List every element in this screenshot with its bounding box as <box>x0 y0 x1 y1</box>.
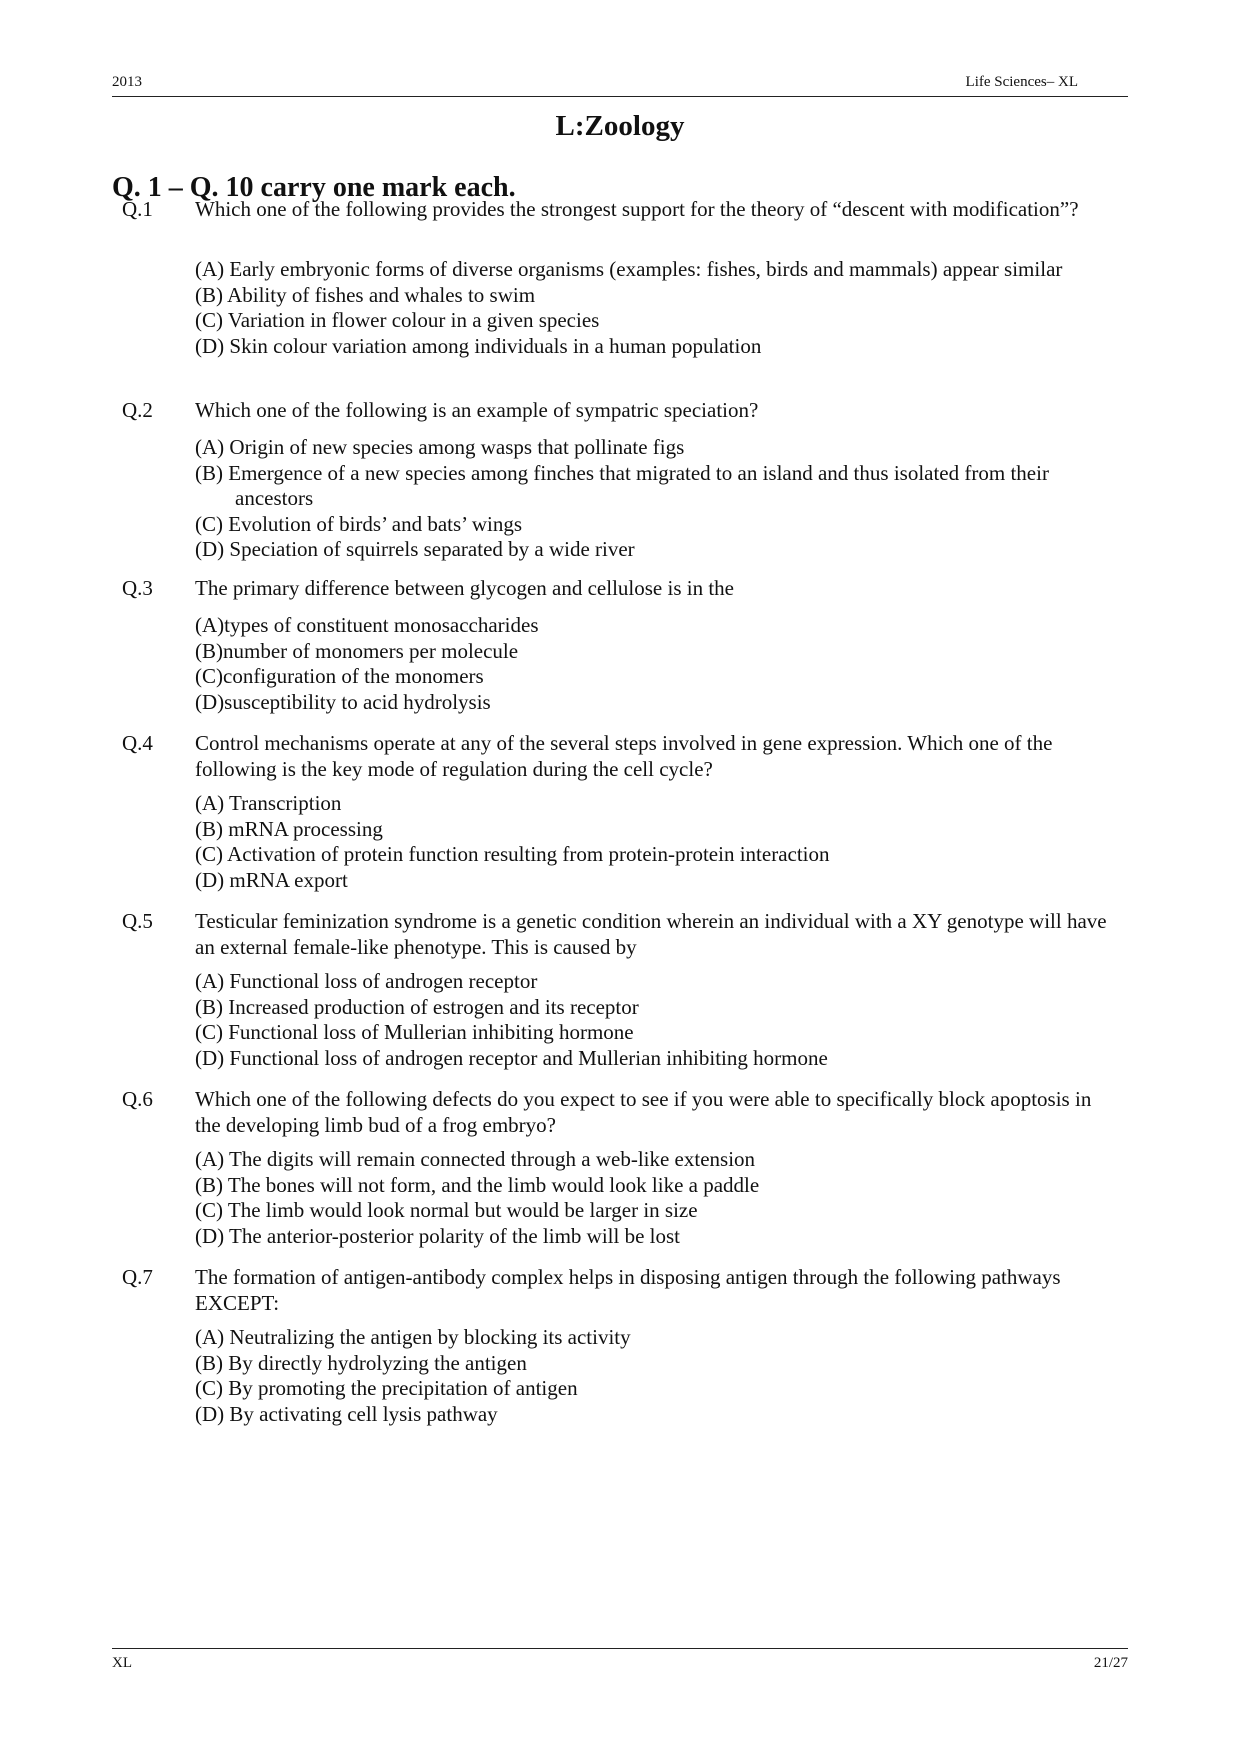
option-c: (C) Evolution of birds’ and bats’ wings <box>195 511 523 536</box>
options-list <box>195 257 1115 359</box>
option-d: (D) Speciation of squirrels separated by a wide river <box>195 537 635 561</box>
option-d: (D) The anterior-posterior polarity of the limb will be lost <box>195 1223 680 1248</box>
question-number: Q.3 <box>122 576 153 600</box>
marks-heading: Q. 1 – Q. 10 carry one mark each. <box>112 172 516 203</box>
option-b: (B) Emergence of a new species among finches that migrated to an island and thus isolated from their ancestors <box>195 460 1049 510</box>
footer-code: XL <box>112 1655 132 1671</box>
option-a: (A) Neutralizing the antigen by blocking its activity <box>195 1325 631 1349</box>
option-c: (C) Activation of protein function resulting from protein-protein interaction <box>195 842 830 866</box>
option-b: (B) Ability of fishes and whales to swim <box>195 282 536 307</box>
question-stem: The primary difference between glycogen and cellulose is in the <box>195 576 734 600</box>
option-c: (C) By promoting the precipitation of antigen <box>195 1376 578 1400</box>
option-a: (A) Transcription <box>195 791 342 815</box>
option-b: (B) mRNA processing <box>195 816 383 841</box>
question-number: Q.2 <box>122 398 153 422</box>
option-b: (B) Increased production of estrogen and its receptor <box>195 994 639 1019</box>
option-b: (B)number of monomers per molecule <box>195 638 519 663</box>
option-a: (A)types of constituent monosaccharides <box>195 613 539 637</box>
option-b: (B) The bones will not form, and the limb would look like a paddle <box>195 1172 760 1197</box>
option-d: (D) Skin colour variation among individuals in a human population <box>195 333 762 358</box>
option-a: (A) Origin of new species among wasps that pollinate figs <box>195 435 685 459</box>
header-year: 2013 <box>112 74 142 90</box>
option-b: (B) By directly hydrolyzing the antigen <box>195 1350 527 1375</box>
option-a: (A) Functional loss of androgen receptor <box>195 969 538 993</box>
options-list <box>195 791 1115 893</box>
option-a: (A) Early embryonic forms of diverse organisms (examples: fishes, birds and mammals) appear similar <box>195 257 1063 281</box>
question-stem: Testicular feminization syndrome is a genetic condition wherein an individual with a XY genotype will have an external female-like phenotype. This is caused by <box>195 909 1107 959</box>
question-number: Q.5 <box>122 909 153 933</box>
question-number: Q.4 <box>122 731 153 755</box>
option-c: (C) Functional loss of Mullerian inhibiting hormone <box>195 1020 634 1044</box>
question-stem: Which one of the following defects do you expect to see if you were able to specifically block apoptosis in the developing limb bud of a frog embryo? <box>195 1087 1092 1137</box>
option-c: (C)configuration of the monomers <box>195 664 484 688</box>
option-c: (C) The limb would look normal but would be larger in size <box>195 1198 698 1222</box>
question-number: Q.6 <box>122 1087 153 1111</box>
section-title: L:Zoology <box>555 110 685 142</box>
option-a: (A) The digits will remain connected through a web-like extension <box>195 1147 756 1171</box>
header-subject: Life Sciences– XL <box>965 74 1078 90</box>
page-header <box>112 74 1128 97</box>
option-c: (C) Variation in flower colour in a given species <box>195 308 600 332</box>
option-d: (D) mRNA export <box>195 867 348 892</box>
question-number: Q.7 <box>122 1265 153 1289</box>
page-number: 21/27 <box>1093 1655 1128 1671</box>
options-list <box>195 613 1115 715</box>
options-list <box>195 1147 1115 1249</box>
question-stem: Control mechanisms operate at any of the several steps involved in gene expression. Which one of the following is the key mode of regulation during the cell cycle? <box>195 731 1053 781</box>
page-footer <box>112 1648 1128 1675</box>
options-list <box>195 969 1115 1071</box>
question-stem: Which one of the following is an example of sympatric speciation? <box>195 398 759 422</box>
question-stem: The formation of antigen-antibody complex helps in disposing antigen through the following pathways EXCEPT: <box>195 1265 1061 1315</box>
question-stem: Which one of the following provides the strongest support for the theory of “descent with modification”? <box>195 197 1079 221</box>
option-d: (D) By activating cell lysis pathway <box>195 1401 498 1426</box>
options-list <box>195 435 1115 563</box>
option-d: (D) Functional loss of androgen receptor and Mullerian inhibiting hormone <box>195 1045 828 1070</box>
question-number: Q.1 <box>122 197 153 221</box>
options-list <box>195 1325 1115 1427</box>
option-d: (D)susceptibility to acid hydrolysis <box>195 689 491 714</box>
